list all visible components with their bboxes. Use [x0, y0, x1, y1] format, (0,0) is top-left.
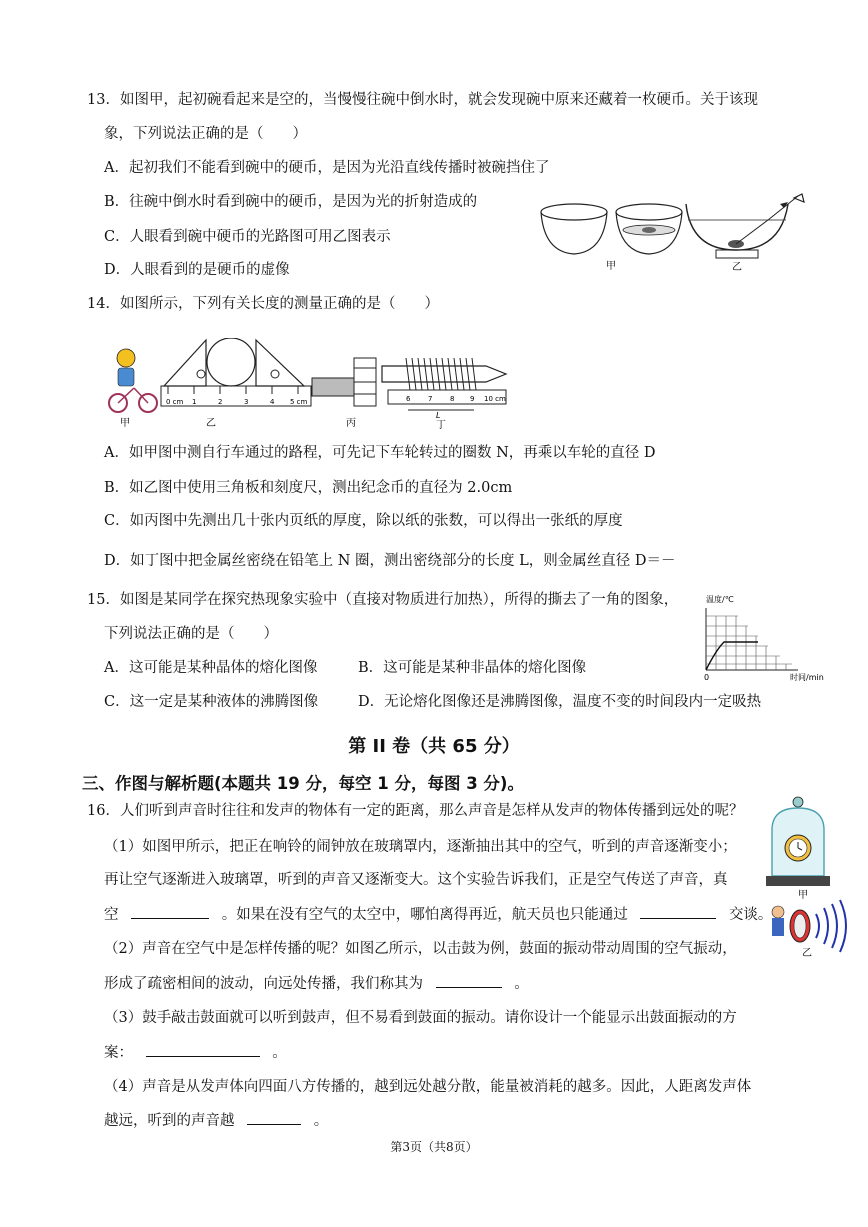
drummer-icon: [772, 900, 846, 952]
ruler-tick-0: 0 cm: [166, 398, 184, 406]
page-footer: 第3页（共8页）: [390, 1140, 478, 1154]
q16-p3-line1: （3）鼓手敲击鼓面就可以听到鼓声，但不易看到鼓面的振动。请你设计一个能显示出鼓面振动的方: [104, 1010, 737, 1026]
q13-option-d: D．人眼看到的是硬币的虚像: [104, 262, 290, 278]
ruler-tick-3: 3: [244, 398, 249, 406]
q13-option-c: C．人眼看到碗中硬币的光路图可用乙图表示: [104, 229, 391, 245]
ruler2-tick-4: 10 cm: [484, 395, 506, 403]
q14-option-c: C．如丙图中先测出几十张内页纸的厚度，除以纸的张数，可以得出一张纸的厚度: [104, 513, 623, 529]
answer-blank-4[interactable]: [146, 1042, 260, 1057]
q16-p1-line3: [104, 904, 772, 925]
q15-option-a: A．这可能是某种晶体的熔化图像: [104, 660, 318, 676]
ruler2-tick-2: 8: [450, 395, 455, 403]
graph-origin: 0: [704, 673, 710, 682]
ruler2-tick-0: 6: [406, 395, 411, 403]
q13-stem-line1: 13．如图甲，起初碗看起来是空的，当慢慢往碗中倒水时，就会发现碗中原来还藏着一枚硬币。关于该现: [87, 92, 758, 108]
q13-stem-line2: 象，下列说法正确的是（ ）: [104, 126, 307, 142]
fig16-jia: 甲: [798, 890, 808, 901]
q14-option-b: B．如乙图中使用三角板和刻度尺，测出纪念币的直径为 2.0cm: [104, 480, 513, 496]
q13-option-a: A．起初我们不能看到碗中的硬币，是因为光沿直线传播时被碗挡住了: [104, 160, 550, 176]
q15-option-d: D．无论熔化图像还是沸腾图像，温度不变的时间段内一定吸热: [358, 694, 762, 710]
graph-axis-x: 时间/min: [790, 673, 824, 682]
q16-p1-line2: 再让空气逐渐进入玻璃罩，听到的声音又逐渐变大。这个实验告诉我们，正是空气传送了声音，真: [104, 872, 728, 888]
ruler-tick-4: 4: [270, 398, 275, 406]
answer-blank-5[interactable]: [247, 1110, 301, 1125]
q16-p1-line1: （1）如图甲所示，把正在响铃的闹钟放在玻璃罩内，逐渐抽出其中的空气，听到的声音逐渐变小；: [104, 839, 737, 855]
fig-label-jia: 甲: [606, 261, 616, 272]
q16-p2-line2: [104, 973, 529, 994]
q13-option-b: B．往碗中倒水时看到碗中的硬币，是因为光的折射造成的: [104, 194, 478, 210]
ruler-tick-2: 2: [218, 398, 223, 406]
ruler-ticks: [168, 386, 298, 394]
q16-p1-pre: 空: [104, 907, 119, 923]
q16-p2-line1: （2）声音在空气中是怎样传播的呢？如图乙所示，以击鼓为例，鼓面的振动带动周围的空气振动，: [104, 941, 737, 957]
q16-p4-pre: 越远，听到的声音越: [104, 1113, 235, 1129]
temperature-time-graph: [698, 590, 834, 682]
bell-jar-icon: [766, 797, 830, 886]
q16-p4-line1: （4）声音是从发声体向四面八方传播的，越到远处越分散，能量被消耗的越多。因此，人距离发声体: [104, 1079, 752, 1095]
ruler-tick-1: 1: [192, 398, 197, 406]
fig-label-yi: 乙: [732, 262, 742, 273]
q16-stem: 16．人们听到声音时往往和发声的物体有一定的距离，那么声音是怎样从发声的物体传播到远处的呢？: [87, 803, 744, 819]
graph-axis-y: 温度/℃: [706, 595, 734, 604]
q14-stem: 14．如图所示，下列有关长度的测量正确的是（ ）: [87, 296, 439, 312]
ruler-tick-5: 5 cm: [290, 398, 308, 406]
fig14-ding: 丁: [436, 420, 446, 430]
q16-p3-post: 。: [272, 1045, 287, 1061]
cyclist-icon: [109, 349, 157, 412]
ruler2-label: L: [436, 411, 441, 420]
q14-option-d: D．如丁图中把金属丝密绕在铅笔上 N 圈，测出密绕部分的长度 L，则金属丝直径 D＝－: [104, 553, 676, 569]
q14-option-a: A．如甲图中测自行车通过的路程，可先记下车轮转过的圈数 N，再乘以车轮的直径 D: [104, 445, 656, 461]
q16-p2-pre: 形成了疏密相间的波动，向远处传播，我们称其为: [104, 976, 423, 992]
answer-blank-3[interactable]: [436, 973, 502, 988]
bowls-figure: [536, 190, 836, 275]
q16-p1-mid: 。如果在没有空气的太空中，哪怕离得再近，航天员也只能通过: [221, 907, 628, 923]
q15-option-b: B．这可能是某种非晶体的熔化图像: [358, 660, 587, 676]
fig14-bing: 丙: [346, 418, 356, 429]
q15-stem-line1: 15．如图是某同学在探究热现象实验中（直接对物质进行加热），所得的撕去了一角的图象，: [87, 592, 679, 608]
answer-blank-2[interactable]: [640, 904, 716, 919]
part3-title: 三、作图与解析题(本题共 19 分，每空 1 分，每图 3 分)。: [82, 774, 524, 793]
q15-option-c: C．这一定是某种液体的沸腾图像: [104, 694, 319, 710]
fig16-yi: 乙: [802, 948, 812, 959]
ruler2-tick-1: 7: [428, 395, 433, 403]
q16-p2-post: 。: [514, 976, 529, 992]
q16-p3-pre: 案：: [104, 1045, 133, 1061]
answer-blank-1[interactable]: [131, 904, 209, 919]
bell-jar-figure: [764, 796, 868, 960]
q16-p1-post: 交谈。: [728, 907, 773, 923]
q16-p4-line2: [104, 1110, 328, 1131]
q16-p3-line2: [104, 1042, 287, 1063]
section-title: 第 II 卷（共 65 分）: [348, 736, 520, 757]
q16-p4-post: 。: [313, 1113, 329, 1129]
q15-stem-line2: 下列说法正确的是（ ）: [104, 626, 278, 642]
length-measure-figure: [106, 338, 516, 430]
ruler2-tick-3: 9: [470, 395, 475, 403]
fig14-yi: 乙: [206, 418, 216, 429]
fig14-jia: 甲: [120, 418, 130, 429]
